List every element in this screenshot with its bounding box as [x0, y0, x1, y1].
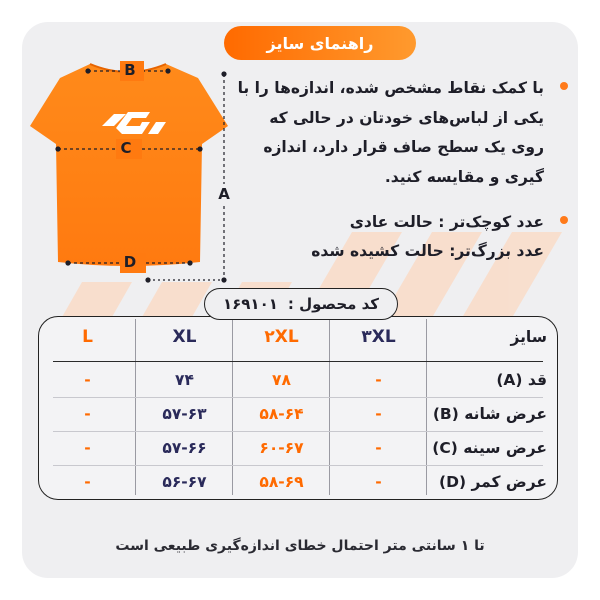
cell-2xl: ۷۸ [272, 371, 291, 389]
header-size: سایز [510, 328, 547, 346]
measurement-note: تا ۱ سانتی متر احتمال خطای اندازه‌گیری طبیعی است [115, 538, 485, 554]
table-row [39, 397, 557, 431]
instruction-text-1: با کمک نقاط مشخص شده، اندازه‌ها را با یکی از لباس‌های خودتان در حالی که روی یک سطح صاف قرار دارد، اندازه گیری و مقایسه کنید. [237, 79, 544, 186]
cell-l: - [84, 439, 91, 457]
cell-l: - [84, 371, 91, 389]
product-code [204, 288, 398, 320]
product-code-value: ۱۶۹۱۰۱ [222, 295, 278, 313]
cell-xl: ۵۶-۶۷ [162, 473, 207, 491]
table-row [39, 363, 557, 397]
size-guide-card [22, 22, 578, 578]
row-label: عرض شانه (B) [432, 405, 547, 423]
label-d: D [123, 253, 137, 271]
product-code-label: کد محصول : [287, 295, 380, 313]
cell-l: - [84, 473, 91, 491]
cell-3xl: - [375, 439, 382, 457]
label-a: A [218, 185, 230, 203]
instruction-stretched-state: عدد بزرگ‌تر: حالت کشیده شده [311, 242, 544, 260]
instruction-normal-state: عدد کوچک‌تر : حالت عادی [349, 213, 544, 231]
cell-3xl: - [375, 473, 382, 491]
row-label: عرض سینه (C) [432, 439, 547, 457]
label-c: C [120, 139, 132, 157]
table-row [39, 431, 557, 465]
bullet-icon [560, 216, 568, 224]
cell-2xl: ۶۰-۶۷ [259, 439, 304, 457]
header-3xl: ۳XL [361, 327, 396, 347]
header-l: L [82, 327, 93, 347]
instruction-block-1 [236, 74, 566, 192]
cell-xl: ۵۷-۶۳ [162, 405, 207, 423]
header-xl: XL [172, 327, 197, 347]
header-2xl: ۲XL [264, 327, 299, 347]
page-title: راهنمای سایز [224, 26, 416, 60]
cell-xl: ۷۴ [175, 371, 194, 389]
cell-3xl: - [375, 405, 382, 423]
cell-l: - [84, 405, 91, 423]
cell-3xl: - [375, 371, 382, 389]
row-label: قد (A) [496, 371, 547, 389]
bullet-icon [560, 82, 568, 90]
cell-2xl: ۵۸-۶۴ [259, 405, 304, 423]
table-header-row [39, 317, 557, 357]
label-b: B [124, 61, 136, 79]
cell-2xl: ۵۸-۶۹ [259, 473, 304, 491]
cell-xl: ۵۷-۶۶ [162, 439, 207, 457]
table-row [39, 465, 557, 499]
row-label: عرض کمر (D) [439, 473, 547, 491]
instruction-block-2 [236, 208, 566, 266]
tshirt-icon [28, 56, 238, 284]
size-table [38, 316, 558, 500]
